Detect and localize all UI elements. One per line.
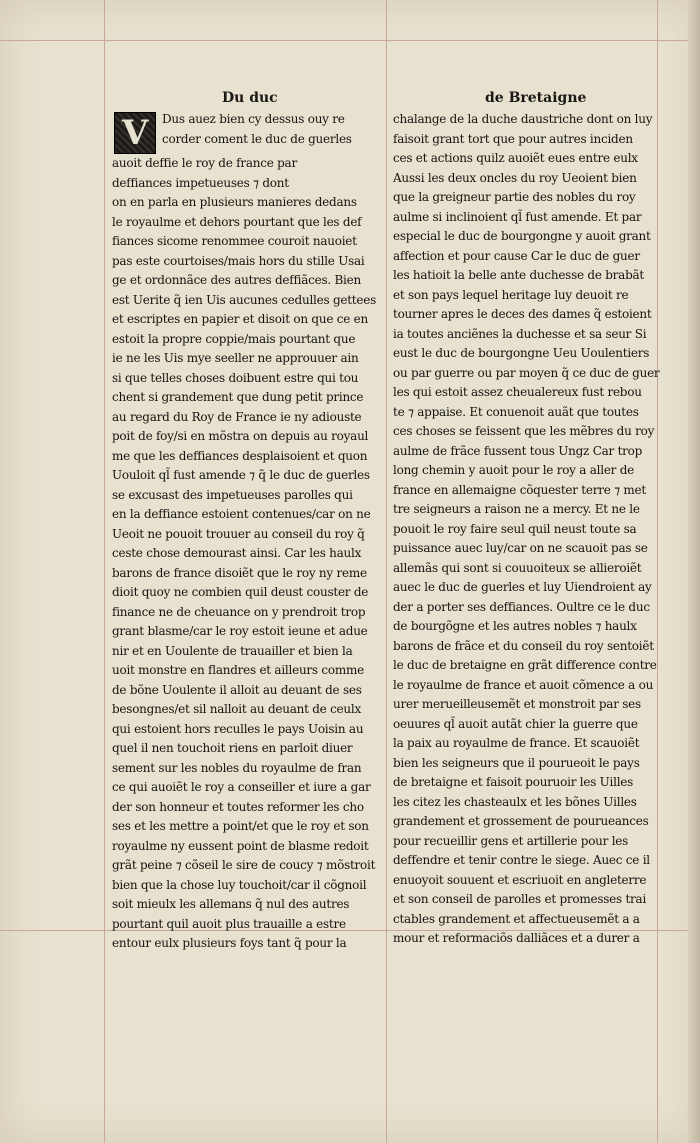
text-line: auoit deffie le roy de france par <box>112 156 297 170</box>
text-line: puissance auec luy/car on ne scauoit pas se <box>393 541 648 555</box>
text-line: faisoit grant tort que pour autres inciden <box>393 131 633 146</box>
text-line: Dus auez bien cy dessus ouy re <box>162 112 345 126</box>
text-line: deffiances impetueuses ⁊ dont <box>112 175 289 190</box>
text-line: les hatioit la belle ante duchesse de brabãt <box>393 268 644 282</box>
text-line: aulme de frãce fussent tous Ungz Car trop <box>393 443 643 458</box>
text-line: ses et les mettre a point/et que le roy et son <box>112 819 369 833</box>
text-line: ces choses se feissent que les mẽbres du roy <box>393 424 655 438</box>
text-line: est Uerite q̃ ien Uis aucunes cedulles gettees <box>112 292 376 307</box>
text-line: oeuures ql̃ auoit autãt chier la guerre que <box>393 716 638 731</box>
text-line: barons de frãce et du conseil du roy sentoiẽt <box>393 638 654 653</box>
text-line: le duc de bretaigne en grãt difference contre <box>393 658 657 672</box>
text-line: especial le duc de bourgongne y auoit grant <box>393 229 651 243</box>
text-line: chalange de la duche daustriche dont on luy <box>393 112 653 126</box>
text-line: corder coment le duc de guerles <box>162 131 352 146</box>
text-line: royaulme ny eussent point de blasme redoit <box>112 838 369 853</box>
text-line: chent si grandement que dung petit prince <box>112 390 364 404</box>
text-line: fiances sicome renommee couroit nauoiet <box>112 234 357 248</box>
text-line: en la deffiance estoient contenues/car on ne <box>112 507 371 521</box>
text-line: affection et pour cause Car le duc de guer <box>393 248 640 263</box>
ruling-line <box>104 0 105 1143</box>
text-line: mour et reformaciõs dalliãces et a durer a <box>393 931 640 945</box>
text-line: me que les deffiances desplaisoient et quon <box>112 448 368 463</box>
text-line: grãt peine ⁊ cõseil le sire de coucy ⁊ mõstroit <box>112 858 376 872</box>
text-line: le royaulme de france et auoit cõmence a ou <box>393 677 654 692</box>
text-line: au regard du Roy de France ie ny adiouste <box>112 409 362 424</box>
text-line: france en allemaigne cõquester terre ⁊ met <box>393 482 646 497</box>
text-line: les citez les chasteaulx et les bõnes Uilles <box>393 794 637 809</box>
text-line: quel il nen touchoit riens en parloit diuer <box>112 741 353 755</box>
text-line: pouoit le roy faire seul quil neust toute sa <box>393 521 637 536</box>
text-line: enuoyoit souuent et escriuoit en angleterre <box>393 872 647 887</box>
text-line: ctables grandement et affectueusemẽt a a <box>393 911 640 926</box>
text-line: ce qui auoiẽt le roy a conseiller et iure a gar <box>112 780 371 794</box>
text-line: de bourgõgne et les autres nobles ⁊ haulx <box>393 619 637 633</box>
right-text-column <box>393 110 663 949</box>
text-line: besongnes/et sil nalloit au deuant de ceulx <box>112 702 361 716</box>
text-line: der a porter ses deffiances. Oultre ce le duc <box>393 599 650 614</box>
text-line: sement sur les nobles du royaulme de fran <box>112 760 362 775</box>
text-line: uoit monstre en flandres et ailleurs comme <box>112 663 364 677</box>
text-line: entour eulx plusieurs foys tant q̃ pour la <box>112 936 347 950</box>
text-line: qui estoient hors reculles le pays Uoisin au <box>112 721 364 736</box>
text-line: la paix au royaulme de france. Et scauoiẽt <box>393 736 640 750</box>
ruling-line <box>0 40 700 41</box>
text-line: Ueoit ne pouoit trouuer au conseil du roy q̃ <box>112 526 365 541</box>
text-line: deffendre et tenir contre le siege. Auec ce il <box>393 853 650 867</box>
text-line: auec le duc de guerles et luy Uiendroient ay <box>393 580 652 594</box>
text-line: le royaulme et dehors pourtant que les def <box>112 214 362 229</box>
running-header-left: Du duc <box>222 90 278 106</box>
page-edge <box>688 0 700 1143</box>
text-line: ia toutes anciẽnes la duchesse et sa seur Si <box>393 326 647 341</box>
text-line: urer merueilleusemẽt et monstroit par ses <box>393 697 641 711</box>
text-line: tourner apres le deces des dames q̃ estoient <box>393 307 652 321</box>
ruling-line <box>386 0 387 1143</box>
text-line: finance ne de cheuance on y prendroit trop <box>112 604 366 619</box>
text-line: estoit la propre coppie/mais pourtant que <box>112 331 356 346</box>
opening-paragraph <box>112 110 382 154</box>
text-line: soit mieulx les allemans q̃ nul des autres <box>112 897 350 911</box>
text-line: dioit quoy ne combien quil deust couster de <box>112 585 369 599</box>
text-line: nir et en Uoulente de trauailler et bien la <box>112 643 353 658</box>
text-line: allemãs qui sont si couuoiteux se allieroiẽt <box>393 560 642 575</box>
text-line: pour recueillir gens et artillerie pour les <box>393 833 629 848</box>
text-line: Aussi les deux oncles du roy Ueoient bien <box>393 170 637 185</box>
text-line: si que telles choses doibuent estre qui tou <box>112 370 359 385</box>
text-line: long chemin y auoit pour le roy a aller de <box>393 463 635 477</box>
text-line: ge et ordonnãce des autres deffiãces. Bien <box>112 273 361 287</box>
text-line: et escriptes en papier et disoit on que ce en <box>112 312 368 326</box>
text-line: on en parla en plusieurs manieres dedans <box>112 195 357 209</box>
text-line: les qui estoit assez cheualereux fust rebou <box>393 385 642 399</box>
text-line: et son pays lequel heritage luy deuoit re <box>393 287 629 302</box>
left-text-column <box>112 110 382 954</box>
text-line: barons de france disoiẽt que le roy ny reme <box>112 565 367 580</box>
text-line: et son conseil de parolles et promesses trai <box>393 892 647 906</box>
decorated-initial: V <box>114 112 156 154</box>
text-line: de bõne Uoulente il alloit au deuant de ses <box>112 682 362 697</box>
text-line: bien les seigneurs que il pourueoit le pays <box>393 755 640 770</box>
text-line: tre seigneurs a raison ne a mercy. Et ne le <box>393 502 640 516</box>
text-line: grant blasme/car le roy estoit ieune et adue <box>112 624 368 638</box>
text-line: ces et actions quilz auoiẽt eues entre eulx <box>393 151 638 165</box>
text-line: de bretaigne et faisoit pouruoir les Uilles <box>393 775 634 789</box>
text-line: der son honneur et toutes reformer les cho <box>112 799 364 814</box>
text-line: te ⁊ appaise. Et conuenoit auãt que toutes <box>393 404 639 419</box>
text-line: pourtant quil auoit plus trauaille a estre <box>112 916 346 931</box>
running-header-right: de Bretaigne <box>485 90 587 106</box>
text-line: bien que la chose luy touchoit/car il cõgnoil <box>112 877 367 892</box>
text-line: ceste chose demourast ainsi. Car les haulx <box>112 546 362 560</box>
text-line: Uouloit ql̃ fust amende ⁊ q̃ le duc de guerles <box>112 468 370 482</box>
text-line: pas este courtoises/mais hors du stille Usai <box>112 253 365 268</box>
text-line: que la greigneur partie des nobles du roy <box>393 190 636 204</box>
text-line: ie ne les Uis mye seeller ne approuuer ain <box>112 351 359 365</box>
text-line: aulme si inclinoient ql̃ fust amende. Et par <box>393 209 642 224</box>
text-line: ou par guerre ou par moyen q̃ ce duc de guer <box>393 365 660 380</box>
text-line: eust le duc de bourgongne Ueu Uoulentiers <box>393 346 650 360</box>
text-line: poit de foy/si en mõstra on depuis au royaul <box>112 429 369 443</box>
text-line: se excusast des impetueuses parolles qui <box>112 487 353 502</box>
text-line: grandement et grossement de pourueances <box>393 814 649 828</box>
